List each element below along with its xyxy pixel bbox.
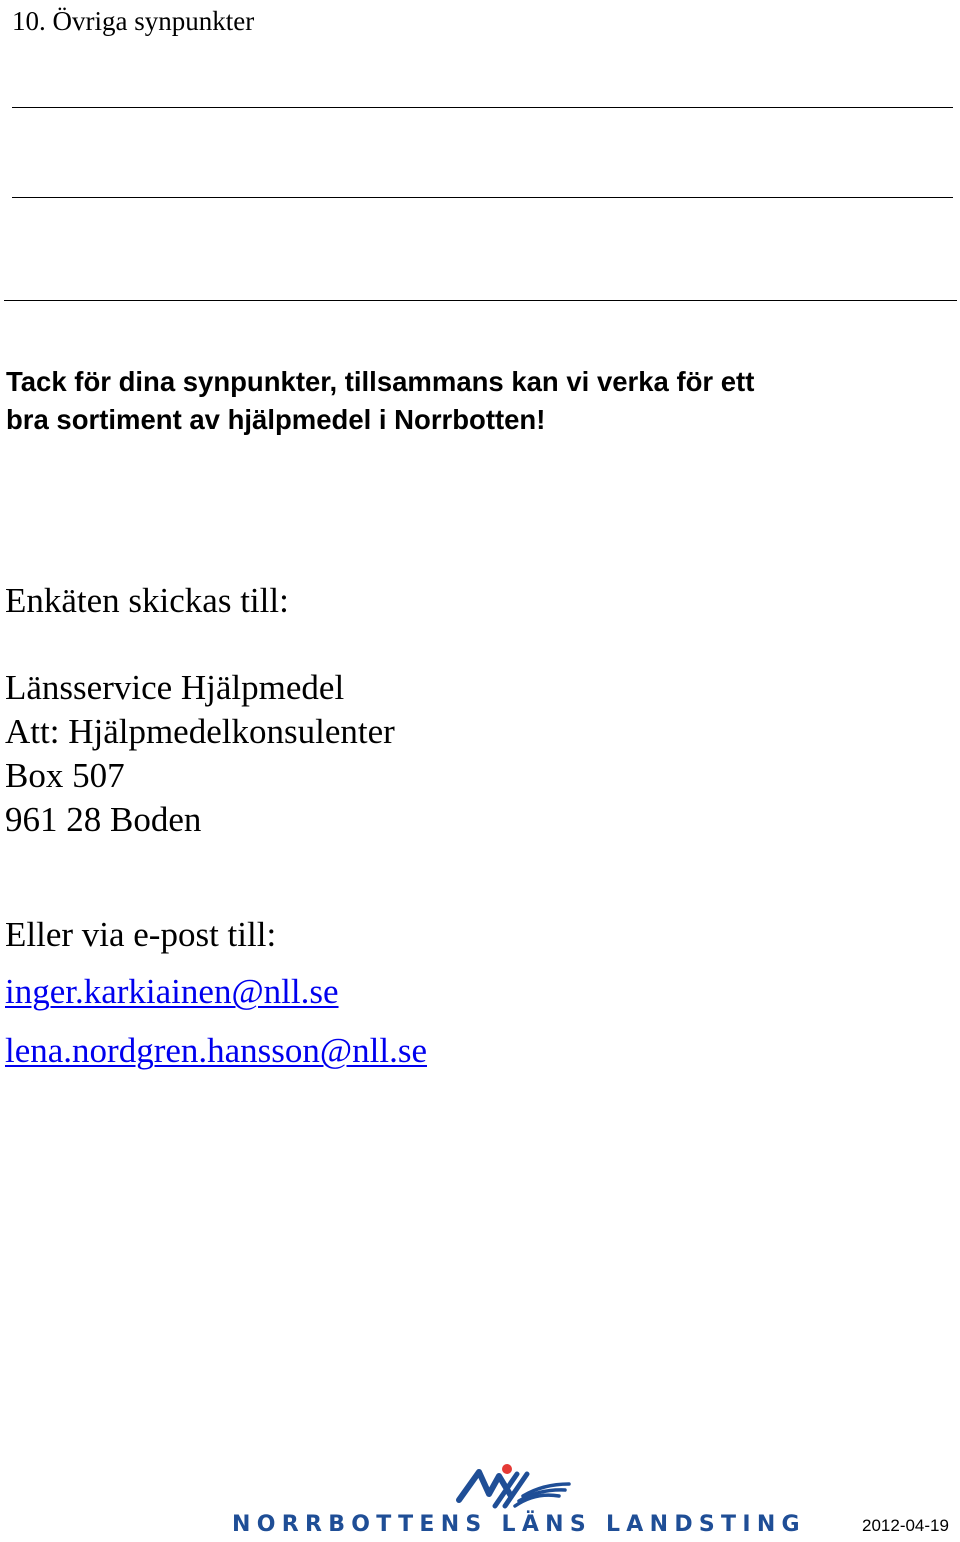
section-heading: 10. Övriga synpunkter [12, 6, 255, 36]
email-intro-label: Eller via e-post till: [5, 915, 277, 954]
email-link-inger[interactable]: inger.karkiainen@nll.se [5, 972, 339, 1011]
landsting-logo-icon [455, 1462, 575, 1510]
answer-line-2 [12, 197, 953, 198]
landsting-logo-text: NORRBOTTENS LÄNS LANDSTING [232, 1512, 806, 1537]
thank-you-line-1: Tack för dina synpunkter, tillsammans kan vi verka för ett [6, 366, 755, 397]
thank-you-line-2: bra sortiment av hjälpmedel i Norrbotten! [6, 404, 546, 435]
address-box: Box 507 [5, 756, 125, 795]
address-name: Länsservice Hjälpmedel [5, 668, 345, 707]
address-attention: Att: Hjälpmedelkonsulenter [5, 712, 395, 751]
answer-line-3 [4, 300, 957, 301]
email-link-lena[interactable]: lena.nordgren.hansson@nll.se [5, 1031, 427, 1070]
address-city: 961 28 Boden [5, 800, 202, 839]
postal-address [5, 666, 395, 842]
thank-you-message [6, 363, 946, 439]
send-to-label: Enkäten skickas till: [5, 581, 289, 620]
answer-line-1 [12, 107, 953, 108]
document-date: 2012-04-19 [862, 1516, 949, 1535]
